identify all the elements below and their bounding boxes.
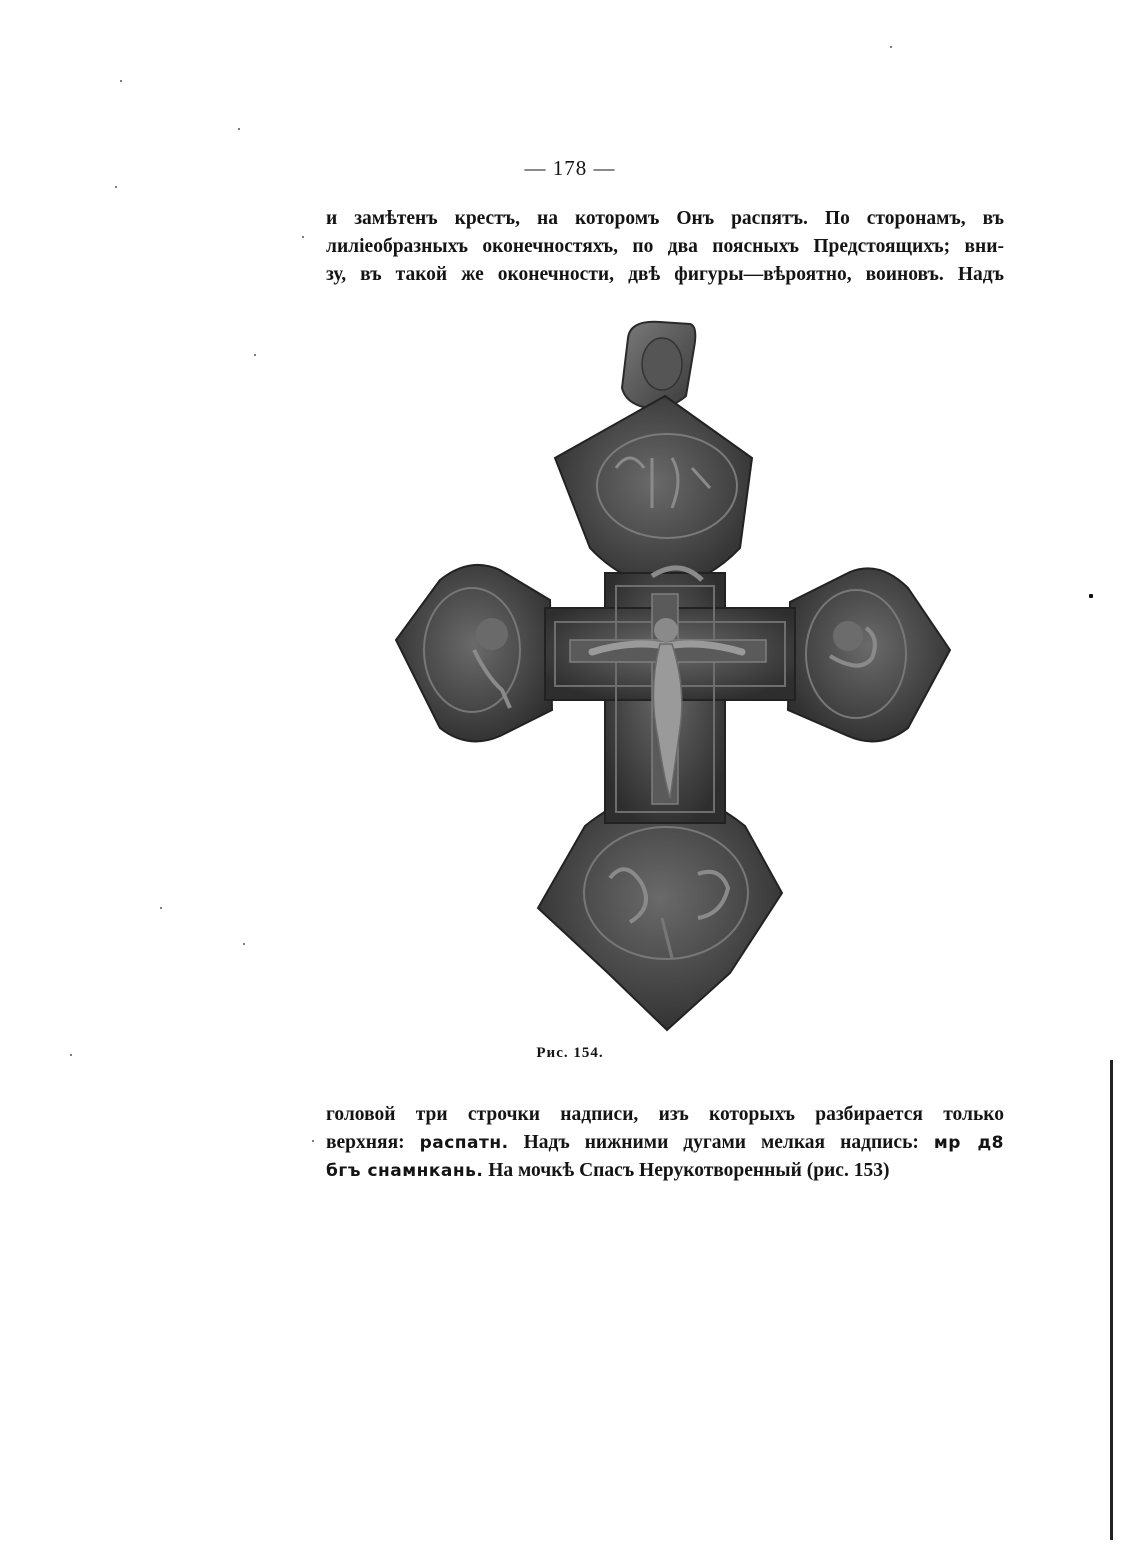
scan-speck	[1089, 594, 1093, 598]
scan-speck	[243, 943, 245, 945]
text-fragment: Надъ нижними дугами мелкая надпись:	[508, 1132, 934, 1153]
scan-speck	[302, 236, 304, 238]
scan-speck	[160, 907, 162, 909]
scan-speck	[238, 128, 240, 130]
text-line: зу, въ такой же оконечности, двѣ фигуры—вѣроятно, воиновъ. Надъ	[326, 264, 1004, 285]
paragraph-bottom	[326, 1101, 1004, 1185]
scan-speck	[70, 1054, 72, 1056]
text-fragment: На мочкѣ Спасъ Нерукотворенный (рис. 153)	[483, 1160, 890, 1181]
scan-speck	[890, 46, 892, 48]
paragraph-top	[326, 205, 1004, 289]
figure-head	[654, 618, 678, 642]
text-line: и замѣтенъ крестъ, на которомъ Онъ распятъ. По сторонамъ, въ	[326, 208, 1004, 229]
slavonic-inscription: мр д8	[933, 1133, 1005, 1153]
text-line	[326, 1129, 1004, 1157]
cross-photograph	[380, 318, 955, 1038]
text-line: лилiеобразныхъ оконечностяхъ, по два поясныхъ Предстоящихъ; вни-	[326, 236, 1004, 257]
scan-speck	[115, 186, 117, 188]
page-number: — 178 —	[524, 156, 616, 180]
scan-speck	[254, 354, 256, 356]
text-line: головой три строчки надписи, изъ которыхъ разбирается только	[326, 1104, 1004, 1125]
text-line	[326, 1157, 1004, 1185]
scan-speck	[120, 80, 122, 82]
slavonic-inscription: распатн.	[419, 1133, 509, 1153]
scan-edge-line	[1110, 1060, 1113, 1540]
figure-caption: Рис. 154.	[536, 1045, 604, 1061]
scan-speck	[312, 1140, 314, 1142]
slavonic-inscription: бгъ снамнкань.	[326, 1161, 484, 1181]
text-fragment: верхняя:	[326, 1132, 420, 1153]
